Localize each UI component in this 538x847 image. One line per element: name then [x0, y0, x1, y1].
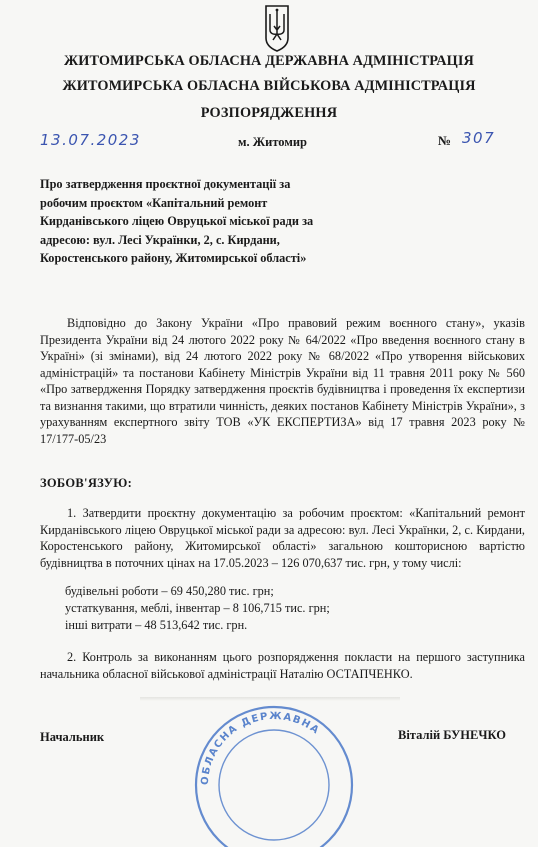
- document-subject: Про затвердження проєктної документації за робочим проєктом «Капітальний ремонт Кирданівського ліцею Овруцької міської ради за адресою: вул. Лесі Українки, 2, с. Кирдани, Коростенського району, Житомирської області»: [40, 177, 314, 265]
- trident-emblem-icon: [262, 4, 292, 52]
- org-name-line-1: ЖИТОМИРСЬКА ОБЛАСНА ДЕРЖАВНА АДМІНІСТРАЦІЯ: [64, 53, 474, 69]
- cost-item: будівельні роботи – 69 450,280 тис. грн;: [65, 584, 274, 598]
- org-name-line-2: ЖИТОМИРСЬКА ОБЛАСНА ВІЙСЬКОВА АДМІНІСТРАЦІЯ: [62, 78, 476, 94]
- handwritten-number: 307: [462, 129, 496, 147]
- point-1-paragraph: 1. Затвердити проєктну документацію за робочим проєктом: «Капітальний ремонт Кирданівського ліцею Овруцької міської ради за адресою: вул. Лесі Українки, 2, с. Кирдани, Коростенського району, Житомирської області» загальною кошторисною вартістю будівництва в поточних цінах на 17.05.2023 – 126 070,637 тис. грн, у тому числі:: [40, 506, 525, 570]
- city: м. Житомир: [238, 135, 307, 149]
- cost-item: устаткування, меблі, інвентар – 8 106,715 тис. грн;: [65, 601, 330, 615]
- point-2-paragraph: 2. Контроль за виконанням цього розпорядження покласти на першого заступника начальника обласної військової адміністрації Наталію ОСТАПЧЕНКО.: [40, 650, 525, 681]
- preamble-paragraph: Відповідно до Закону України «Про правовий режим воєнного стану», указів Президента України від 24 лютого 2022 року № 64/2022 «Про введення воєнного стану в Україні» (зі змінами), від 24 лютого 2022 року № 68/2022 «Про утворення військових адміністрацій» та постанови Кабінету Міністрів України від 11 травня 2011 року № 560 «Про затвердження Порядку затвердження проєктів будівництва і проведення їх експертизи та визнання такими, що втратили чинність, деяких постанов Кабінету Міністрів України», з урахуванням експертного звіту ТОВ «УК ЕКСПЕРТИЗА» від 17 травня 2023 року № 17/177-05/23: [40, 316, 525, 446]
- number-label: №: [438, 133, 452, 148]
- svg-text:ОБЛАСНА ДЕРЖАВНА: [200, 711, 322, 785]
- handwritten-date: 13.07.2023: [40, 131, 141, 149]
- document-type: РОЗПОРЯДЖЕННЯ: [200, 105, 338, 121]
- order-heading: ЗОБОВ'ЯЗУЮ:: [40, 476, 133, 490]
- signatory-position: Начальник: [40, 730, 105, 744]
- signatory-name: Віталій БУНЕЧКО: [398, 728, 506, 742]
- cost-item: інші витрати – 48 513,642 тис. грн.: [65, 618, 248, 632]
- stamp-text: ОБЛАСНА ДЕРЖАВНА: [199, 710, 322, 786]
- official-stamp-icon: [186, 697, 361, 847]
